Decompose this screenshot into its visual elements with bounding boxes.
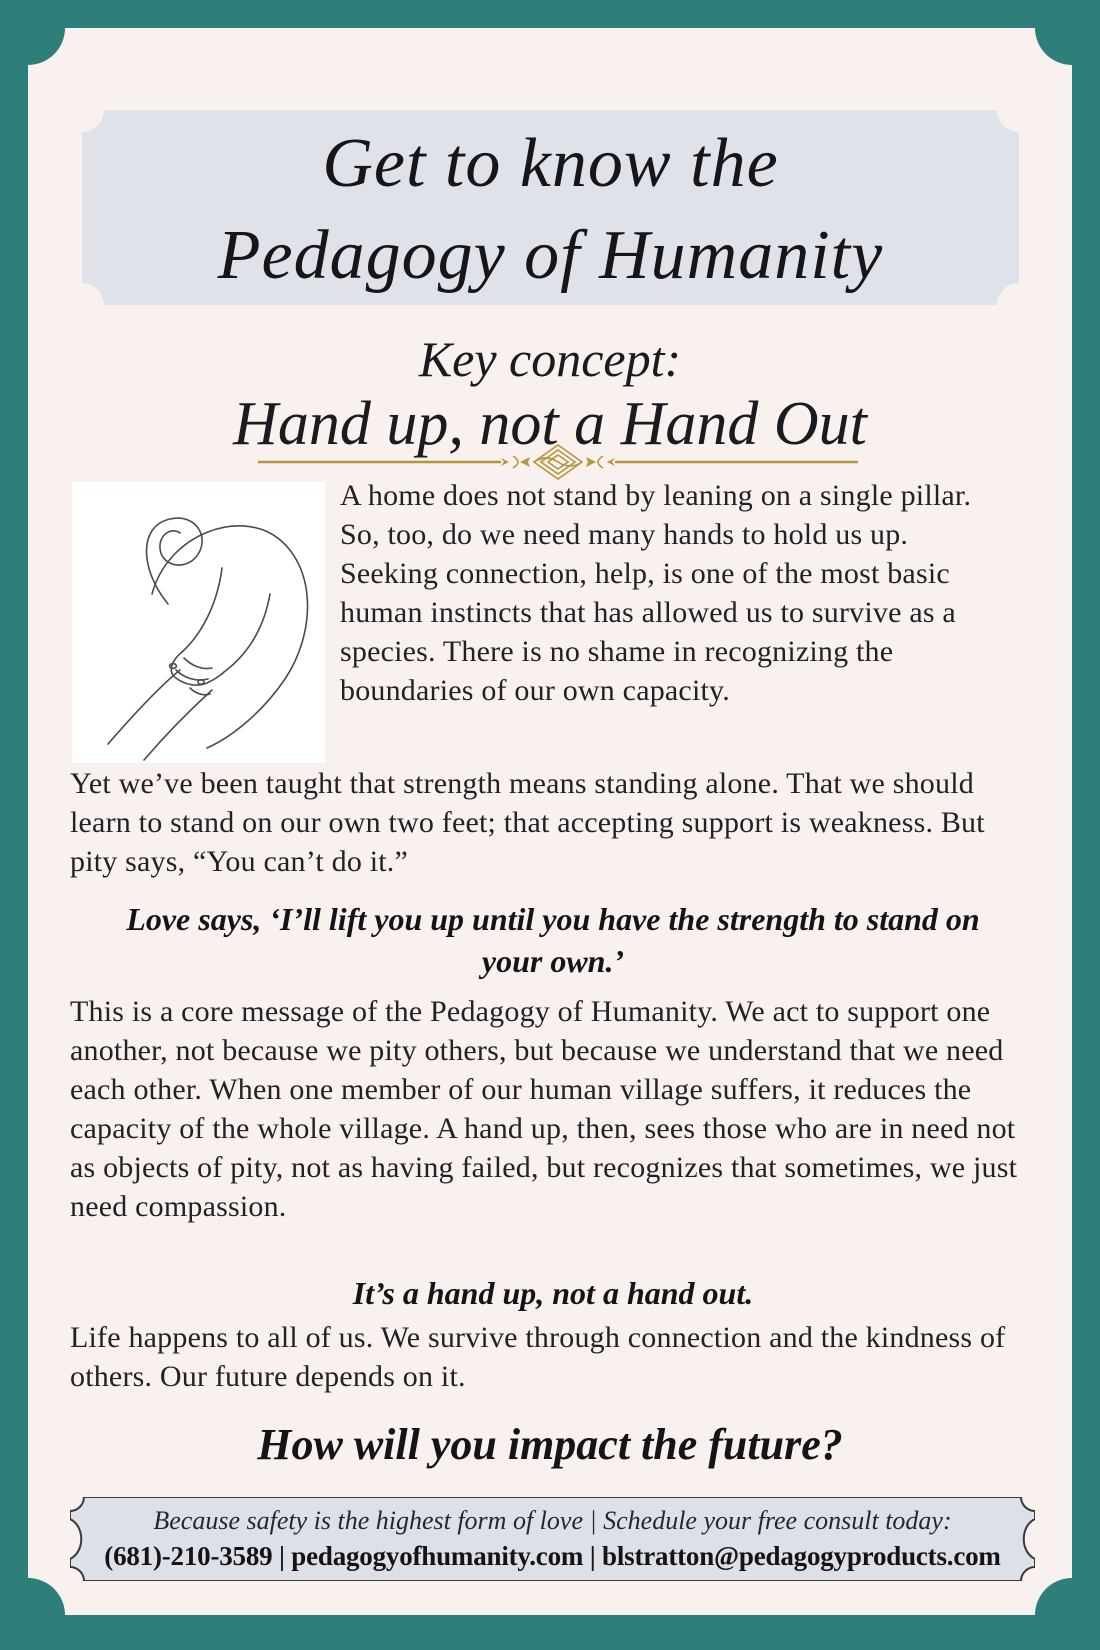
- paragraph-core-message: This is a core message of the Pedagogy of Humanity. We act to support one another, not because we pity others, but because we understand that we need each other. When one member of our human village suffers, it reduces the capacity of the whole village. A hand up, then, sees those who are in need not as objects of pity, not as having failed, but recognizes that sometimes, we just need compassion.: [70, 995, 1018, 1223]
- corner-ornament-top-right: [1035, 0, 1100, 65]
- paragraph-intro: A home does not stand by leaning on a single pillar. So, too, do we need many hands to hold us up. Seeking connection, help, is one of the most basic human instincts that has allowed us to survive as a species. There is no shame in recognizing the boundaries of our own capacity.: [340, 479, 972, 707]
- corner-ornament-top-left: [0, 0, 65, 65]
- footer-tagline: Because safety is the highest form of love | Schedule your free consult today:: [153, 1506, 952, 1535]
- page-title-line1: Get to know the: [322, 125, 779, 202]
- page-title: [82, 118, 1019, 302]
- footer-contact-info: (681)-210-3589 | pedagogyofhumanity.com | blstratton@pedagogyproducts.com: [104, 1541, 1001, 1571]
- pull-quote-hand-up: It’s a hand up, not a hand out.: [352, 1275, 754, 1311]
- key-concept-title: Hand up, not a Hand Out: [233, 390, 867, 458]
- clasped-hands-heart-image: [72, 482, 325, 763]
- flyer-panel: [28, 28, 1072, 1615]
- paragraph-life-happens: Life happens to all of us. We survive through connection and the kindness of others. Our future depends on it.: [70, 1321, 1006, 1393]
- footer-plaque: [70, 1497, 1035, 1581]
- pull-quote-love-says: Love says, ‘I’ll lift you up until you have the strength to stand on your own.’: [126, 901, 980, 979]
- hands-heart-line-art-icon: [72, 482, 325, 763]
- corner-ornament-bottom-right: [1035, 1578, 1100, 1650]
- closing-question: How will you impact the future?: [257, 1420, 843, 1469]
- corner-ornament-bottom-left: [0, 1578, 65, 1650]
- page-title-line2: Pedagogy of Humanity: [217, 217, 884, 294]
- key-concept-label: Key concept:: [418, 331, 682, 387]
- header-plaque: [82, 110, 1019, 305]
- paragraph-taught: Yet we’ve been taught that strength means standing alone. That we should learn to stand on our own two feet; that accepting support is weakness. But pity says, “You can’t do it.”: [70, 767, 985, 878]
